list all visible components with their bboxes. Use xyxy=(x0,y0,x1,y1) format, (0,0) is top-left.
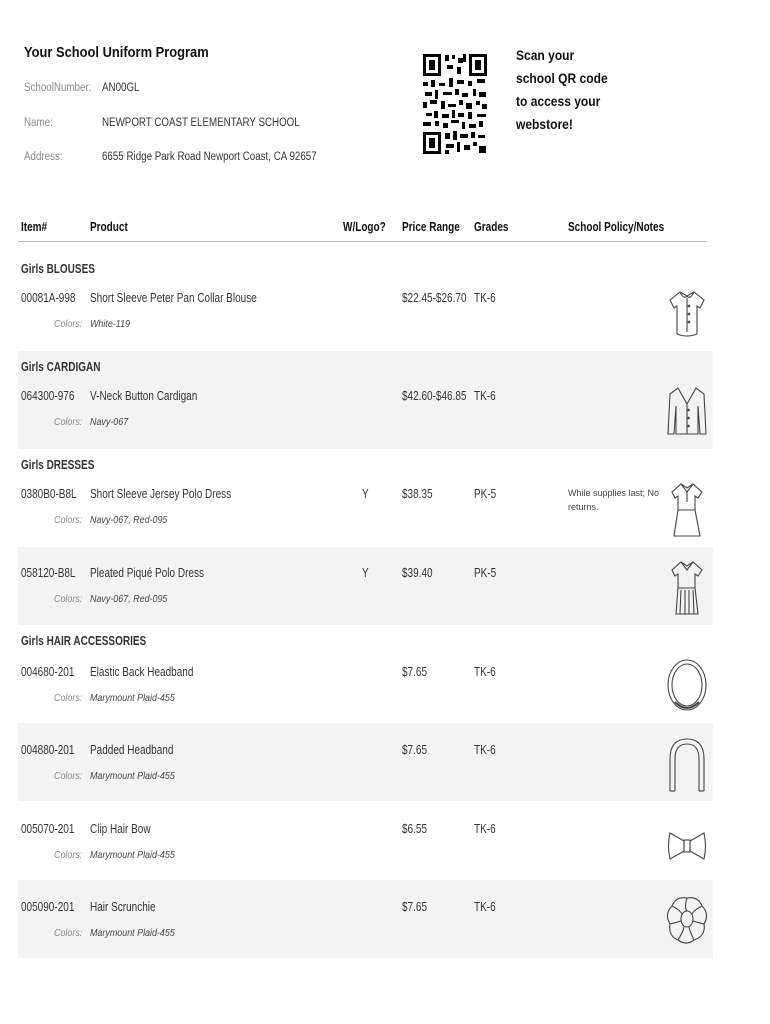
grades: TK-6 xyxy=(474,665,496,679)
header-divider xyxy=(18,241,707,242)
item-number: 0380B0-B8L xyxy=(21,487,77,501)
row-band xyxy=(18,723,713,801)
col-header-product: Product xyxy=(90,220,128,234)
price-range: $7.65 xyxy=(402,665,428,679)
colors-value: Navy-067, Red-095 xyxy=(90,593,168,605)
product-name: Padded Headband xyxy=(90,743,174,757)
policy-note: While supplies last; No returns. xyxy=(568,488,660,512)
colors-label: Colors: xyxy=(54,770,83,782)
scrunchie-icon xyxy=(664,890,710,948)
blouse-icon xyxy=(664,284,710,342)
item-number: 00081A-998 xyxy=(21,291,76,305)
col-header-grades: Grades xyxy=(474,220,509,234)
col-header-notes: School Policy/Notes xyxy=(568,220,665,234)
item-number: 004880-201 xyxy=(21,743,75,757)
price-range: $6.55 xyxy=(402,822,428,836)
product-name: Pleated Piqué Polo Dress xyxy=(90,566,204,580)
item-number: 005070-201 xyxy=(21,822,75,836)
with-logo: Y xyxy=(362,487,369,501)
polo-dress-icon xyxy=(664,480,710,538)
row-band xyxy=(18,547,713,625)
grades: TK-6 xyxy=(474,822,496,836)
colors-label: Colors: xyxy=(54,416,83,428)
category-dresses: Girls DRESSES xyxy=(21,458,95,472)
colors-label: Colors: xyxy=(54,514,83,526)
product-name: Clip Hair Bow xyxy=(90,822,151,836)
padded-headband-icon xyxy=(664,735,710,793)
page-title: Your School Uniform Program xyxy=(24,44,209,61)
item-number: 058120-B8L xyxy=(21,566,76,580)
price-range: $7.65 xyxy=(402,743,428,757)
grades: TK-6 xyxy=(474,743,496,757)
school-number-value: AN00GL xyxy=(102,82,140,94)
pleated-dress-icon xyxy=(664,558,710,616)
grades: PK-5 xyxy=(474,487,497,501)
colors-value: Marymount Plaid-455 xyxy=(90,770,175,782)
item-number: 064300-976 xyxy=(21,389,75,403)
product-name: Short Sleeve Peter Pan Collar Blouse xyxy=(90,291,257,305)
colors-value: Navy-067, Red-095 xyxy=(90,514,168,526)
colors-label: Colors: xyxy=(54,692,83,704)
with-logo: Y xyxy=(362,566,369,580)
category-hair-accessories: Girls HAIR ACCESSORIES xyxy=(21,634,147,648)
product-name: Hair Scrunchie xyxy=(90,900,156,914)
price-range: $38.35 xyxy=(402,487,433,501)
address-value: 6655 Ridge Park Road Newport Coast, CA 92657 xyxy=(102,151,317,163)
col-header-price: Price Range xyxy=(402,220,460,234)
address-label: Address: xyxy=(24,151,63,163)
grades: TK-6 xyxy=(474,389,496,403)
grades: TK-6 xyxy=(474,900,496,914)
price-range: $39.40 xyxy=(402,566,433,580)
cardigan-icon xyxy=(664,382,710,440)
colors-value: Marymount Plaid-455 xyxy=(90,692,175,704)
item-number: 004680-201 xyxy=(21,665,75,679)
row-band xyxy=(18,880,713,958)
colors-label: Colors: xyxy=(54,593,83,605)
grades: TK-6 xyxy=(474,291,496,305)
price-range: $7.65 xyxy=(402,900,428,914)
category-blouses: Girls BLOUSES xyxy=(21,262,95,276)
colors-label: Colors: xyxy=(54,927,83,939)
item-number: 005090-201 xyxy=(21,900,75,914)
school-number-label: SchoolNumber: xyxy=(24,82,92,94)
grades: PK-5 xyxy=(474,566,497,580)
colors-label: Colors: xyxy=(54,849,83,861)
price-range: $22.45-$26.70 xyxy=(402,291,467,305)
school-name-label: Name: xyxy=(24,117,53,129)
col-header-item: Item# xyxy=(21,220,48,234)
colors-value: White-119 xyxy=(90,318,131,330)
product-name: Short Sleeve Jersey Polo Dress xyxy=(90,487,232,501)
colors-value: Marymount Plaid-455 xyxy=(90,927,175,939)
colors-label: Colors: xyxy=(54,318,83,330)
colors-value: Navy-067 xyxy=(90,416,129,428)
colors-value: Marymount Plaid-455 xyxy=(90,849,175,861)
price-range: $42.60-$46.85 xyxy=(402,389,467,403)
col-header-logo: W/Logo? xyxy=(343,220,386,234)
category-cardigan: Girls CARDIGAN xyxy=(21,360,101,374)
qr-instructions: Scan your school QR code to access your webstore! xyxy=(516,47,608,132)
product-name: Elastic Back Headband xyxy=(90,665,194,679)
hair-bow-icon xyxy=(664,817,710,875)
elastic-headband-icon xyxy=(664,656,710,714)
product-name: V-Neck Button Cardigan xyxy=(90,389,198,403)
qr-code-icon[interactable] xyxy=(421,52,489,156)
school-name-value: NEWPORT COAST ELEMENTARY SCHOOL xyxy=(102,117,300,129)
